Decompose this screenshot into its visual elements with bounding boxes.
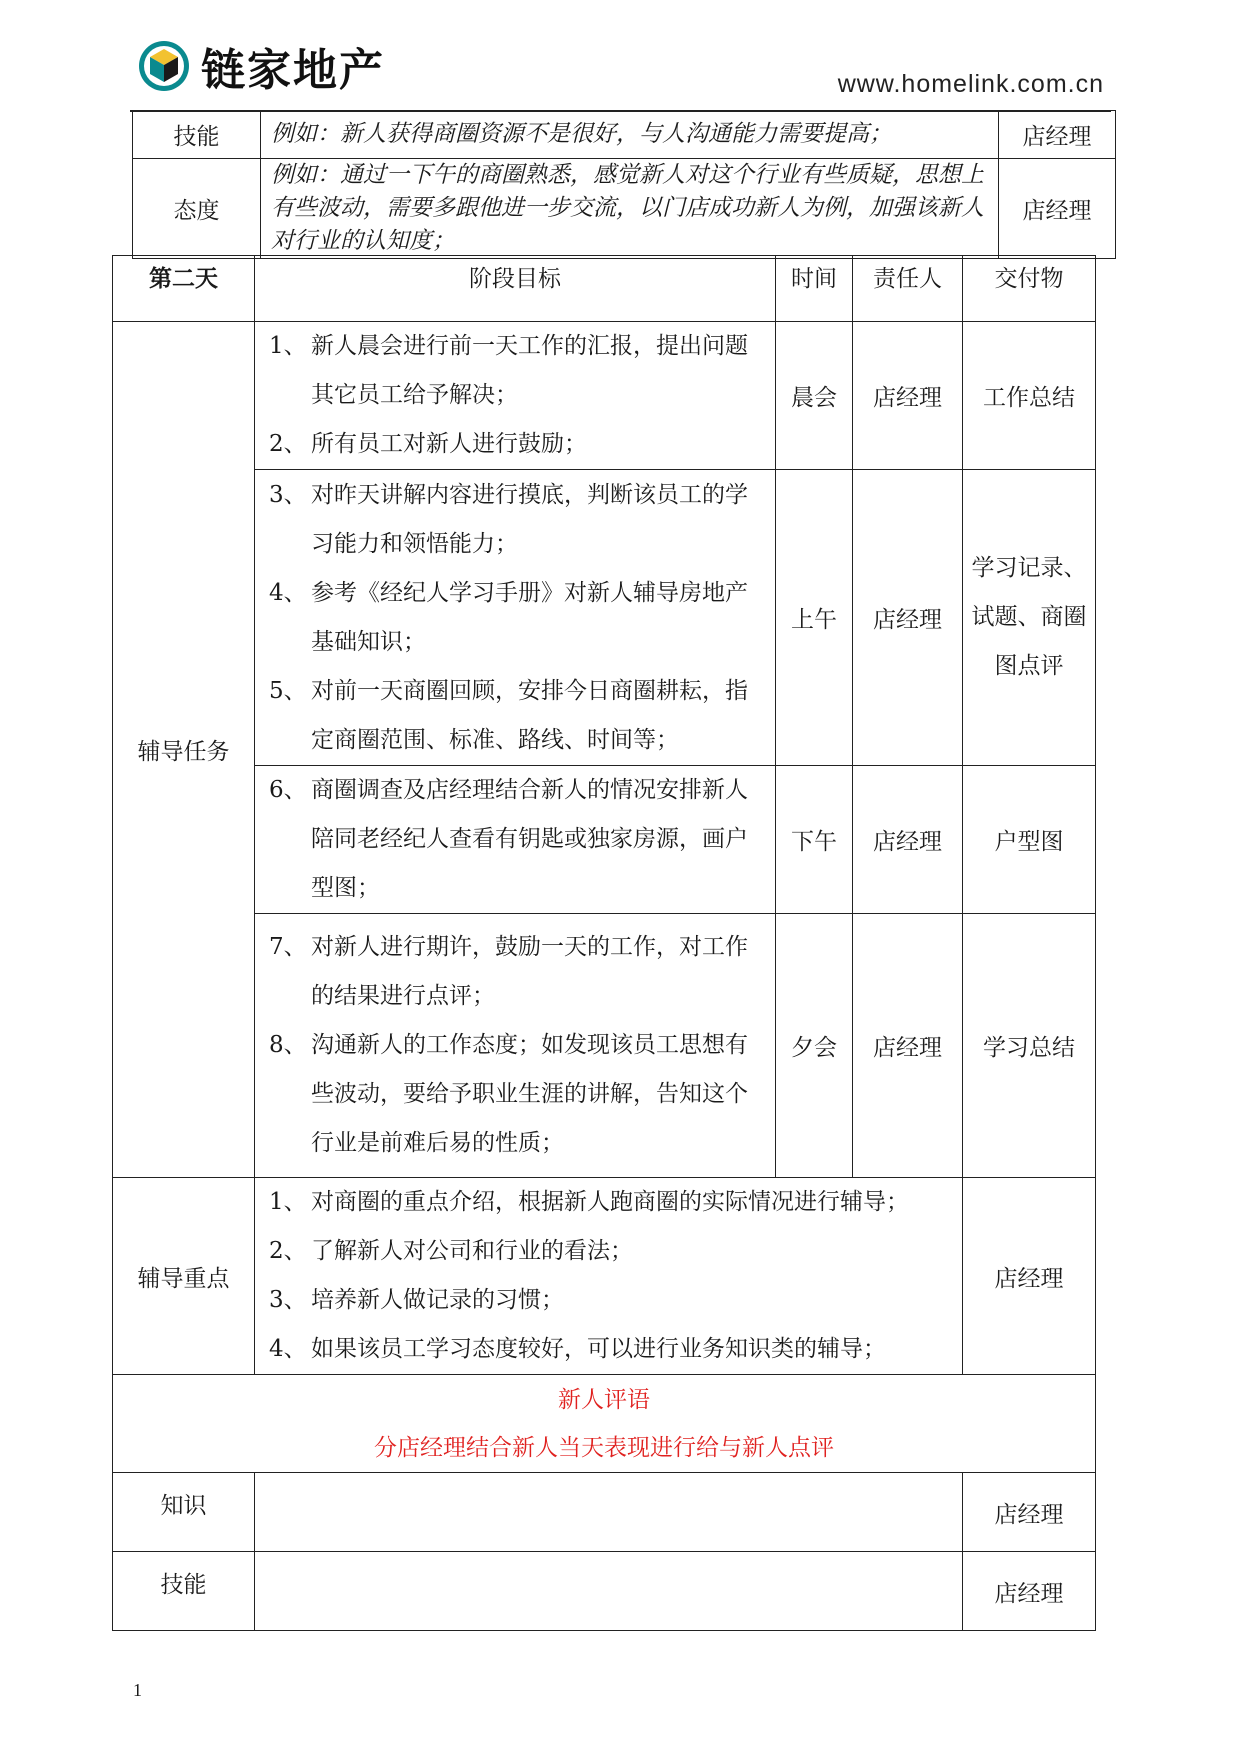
list-item [269, 471, 763, 569]
item-number: 3、 [269, 481, 307, 508]
review-owner: 店经理 [963, 1552, 1096, 1631]
item-number: 4、 [269, 579, 307, 606]
item-number: 2、 [269, 431, 307, 457]
review-header-row [113, 1375, 1096, 1473]
task-list [255, 322, 776, 470]
time-header: 时间 [776, 256, 853, 322]
header-row [113, 256, 1096, 322]
row-owner: 店经理 [999, 111, 1116, 159]
tasks-label: 辅导任务 [113, 322, 255, 1178]
review-row [113, 1473, 1096, 1552]
list-item [269, 1227, 950, 1276]
deliverable-cell: 学习记录、试题、商圈图点评 [963, 470, 1096, 766]
review-owner: 店经理 [963, 1473, 1096, 1552]
item-text: 沟通新人的工作态度；如发现该员工思想有些波动，要给予职业生涯的讲解，告知这个行业是前难后易的性质； [311, 1032, 748, 1156]
item-text: 如果该员工学习态度较好，可以进行业务知识类的辅导； [311, 1336, 886, 1362]
item-number: 7、 [269, 934, 307, 960]
list-item [269, 1178, 950, 1227]
list-item [269, 322, 763, 420]
table-row [133, 111, 1116, 159]
item-text: 了解新人对公司和行业的看法； [311, 1238, 633, 1264]
task-list [255, 470, 776, 766]
review-title: 新人评语 [558, 1386, 650, 1413]
item-number: 8、 [269, 1032, 307, 1058]
focus-owner: 店经理 [963, 1178, 1096, 1375]
list-item [269, 569, 763, 667]
task-group [113, 470, 1096, 766]
row-content: 例如：新人获得商圈资源不是很好，与人沟通能力需要提高； [261, 111, 999, 159]
time-cell: 夕会 [776, 914, 853, 1178]
task-group [113, 766, 1096, 914]
focus-row [113, 1178, 1096, 1375]
list-item [269, 1325, 950, 1374]
page-number: 1 [133, 1680, 142, 1700]
time-cell: 晨会 [776, 322, 853, 470]
deliverable-cell: 户型图 [963, 766, 1096, 914]
review-input[interactable] [255, 1473, 963, 1552]
item-text: 对新人进行期许，鼓励一天的工作，对工作的结果进行点评； [311, 934, 748, 1009]
previous-review-table [132, 110, 1116, 259]
review-input[interactable] [255, 1552, 963, 1631]
deliverable-header: 交付物 [963, 256, 1096, 322]
task-group [113, 322, 1096, 470]
item-text: 商圈调查及店经理结合新人的情况安排新人陪同老经纪人查看有钥匙或独家房源，画户型图； [311, 777, 748, 901]
item-number: 2、 [269, 1238, 307, 1264]
item-text: 对昨天讲解内容进行摸底，判断该员工的学习能力和领悟能力； [311, 481, 748, 557]
owner-cell: 店经理 [853, 470, 963, 766]
list-item [269, 766, 763, 913]
row-category: 态度 [133, 159, 261, 259]
item-number: 1、 [269, 333, 307, 359]
list-item [269, 923, 763, 1021]
task-list [255, 914, 776, 1178]
item-text: 所有员工对新人进行鼓励； [311, 431, 587, 457]
day-label: 第二天 [113, 256, 255, 322]
deliverable-cell: 工作总结 [963, 322, 1096, 470]
list-item [269, 667, 763, 765]
company-logo [137, 38, 385, 94]
deliverable-cell: 学习总结 [963, 914, 1096, 1178]
table-row [133, 159, 1116, 259]
time-cell: 下午 [776, 766, 853, 914]
owner-cell: 店经理 [853, 322, 963, 470]
item-text: 新人晨会进行前一天工作的汇报，提出问题其它员工给予解决； [311, 333, 748, 408]
item-text: 参考《经纪人学习手册》对新人辅导房地产基础知识； [311, 579, 748, 655]
time-cell: 上午 [776, 470, 853, 766]
focus-list [255, 1178, 963, 1375]
logo-text: 链家地产 [201, 45, 385, 96]
review-category: 知识 [113, 1473, 255, 1552]
list-item [269, 1276, 950, 1325]
review-heading-cell [113, 1375, 1096, 1473]
row-content: 例如：通过一下午的商圈熟悉，感觉新人对这个行业有些质疑，思想上有些波动，需要多跟他进一步交流，以门店成功新人为例，加强该新人对行业的认知度； [261, 159, 999, 259]
row-owner: 店经理 [999, 159, 1116, 259]
goal-header: 阶段目标 [255, 256, 776, 322]
task-list [255, 766, 776, 914]
owner-header: 责任人 [853, 256, 963, 322]
item-text: 对商圈的重点介绍，根据新人跑商圈的实际情况进行辅导； [311, 1189, 909, 1215]
item-number: 1、 [269, 1189, 307, 1215]
website-url[interactable]: www.homelink.com.cn [837, 70, 1104, 98]
item-text: 培养新人做记录的习惯； [311, 1287, 564, 1313]
day-two-plan-table [112, 255, 1096, 1631]
row-category: 技能 [133, 111, 261, 159]
owner-cell: 店经理 [853, 766, 963, 914]
list-item [269, 420, 763, 469]
focus-label: 辅导重点 [113, 1178, 255, 1375]
review-category: 技能 [113, 1552, 255, 1631]
review-subtitle: 分店经理结合新人当天表现进行给与新人点评 [374, 1434, 834, 1461]
list-item [269, 1021, 763, 1168]
item-number: 6、 [269, 777, 307, 803]
item-number: 5、 [269, 677, 307, 704]
item-number: 3、 [269, 1287, 307, 1313]
item-number: 4、 [269, 1336, 307, 1362]
review-row [113, 1552, 1096, 1631]
task-group [113, 914, 1096, 1178]
item-text: 对前一天商圈回顾，安排今日商圈耕耘，指定商圈范围、标准、路线、时间等； [311, 677, 748, 753]
logo-cube-icon [137, 39, 191, 93]
owner-cell: 店经理 [853, 914, 963, 1178]
